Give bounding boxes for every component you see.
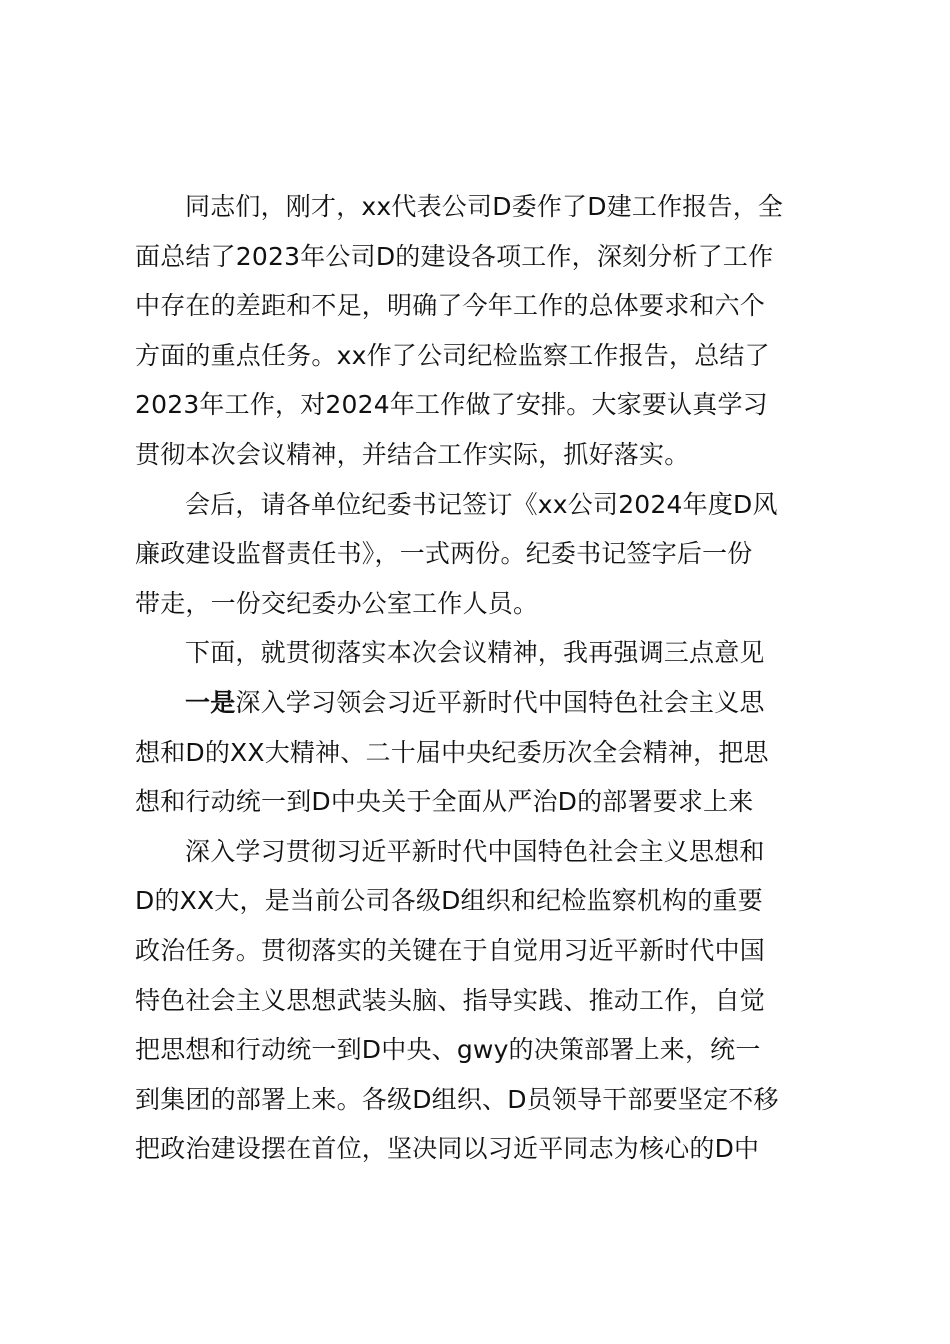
paragraph-1-line-5: 2023年工作，对2024年工作做了安排。大家要认真学习: [135, 390, 768, 420]
paragraph-4-line-1-text: 深入学习领会习近平新时代中国特色社会主义思: [235, 687, 765, 717]
paragraph-5-line-1: 深入学习贯彻习近平新时代中国特色社会主义思想和: [185, 836, 765, 866]
paragraph-4-line-1: [135, 678, 850, 728]
paragraph-3-line-1: 下面，就贯彻落实本次会议精神，我再强调三点意见: [185, 638, 765, 668]
paragraph-4-lead: 一是: [185, 687, 236, 717]
paragraph-2-line-2: 廉政建设监督责任书》，一式两份。纪委书记签字后一份: [135, 539, 753, 569]
paragraph-5-line-2: D的XX大，是当前公司各级D组织和纪检监察机构的重要: [135, 886, 763, 916]
paragraph-5-line-5: 把思想和行动统一到D中央、gwy的决策部署上来，统一: [135, 1035, 761, 1065]
paragraph-5-line-6: 到集团的部署上来。各级D组织、D员领导干部要坚定不移: [135, 1084, 779, 1114]
paragraph-2-line-1: 会后，请各单位纪委书记签订《xx公司2024年度D风: [185, 489, 778, 519]
paragraph-2-line-3: 带走，一份交纪委办公室工作人员。: [135, 588, 539, 618]
paragraph-1-line-3: 中存在的差距和不足，明确了今年工作的总体要求和六个: [135, 291, 766, 321]
paragraph-1-line-1: 同志们，刚才，xx代表公司D委作了D建工作报告，全: [185, 192, 784, 221]
paragraph-4-line-2: 想和D的XX大精神、二十届中央纪委历次全会精神，把思: [135, 737, 769, 767]
paragraph-1-line-2: 面总结了2023年公司D的建设各项工作，深刻分析了工作: [135, 241, 774, 271]
document-body: [135, 182, 850, 1174]
paragraph-1-line-6: 贯彻本次会议精神，并结合工作实际，抓好落实。: [135, 439, 690, 469]
paragraph-5-line-7: 把政治建设摆在首位，坚决同以习近平同志为核心的D中: [135, 1134, 760, 1164]
paragraph-5-line-4: 特色社会主义思想武装头脑、指导实践、推动工作，自觉: [135, 985, 766, 1015]
paragraph-4-line-3: 想和行动统一到D中央关于全面从严治D的部署要求上来: [135, 787, 754, 817]
paragraph-1-line-4: 方面的重点任务。xx作了公司纪检监察工作报告，总结了: [135, 340, 770, 370]
paragraph-5-line-3: 政治任务。贯彻落实的关键在于自觉用习近平新时代中国: [135, 935, 766, 965]
